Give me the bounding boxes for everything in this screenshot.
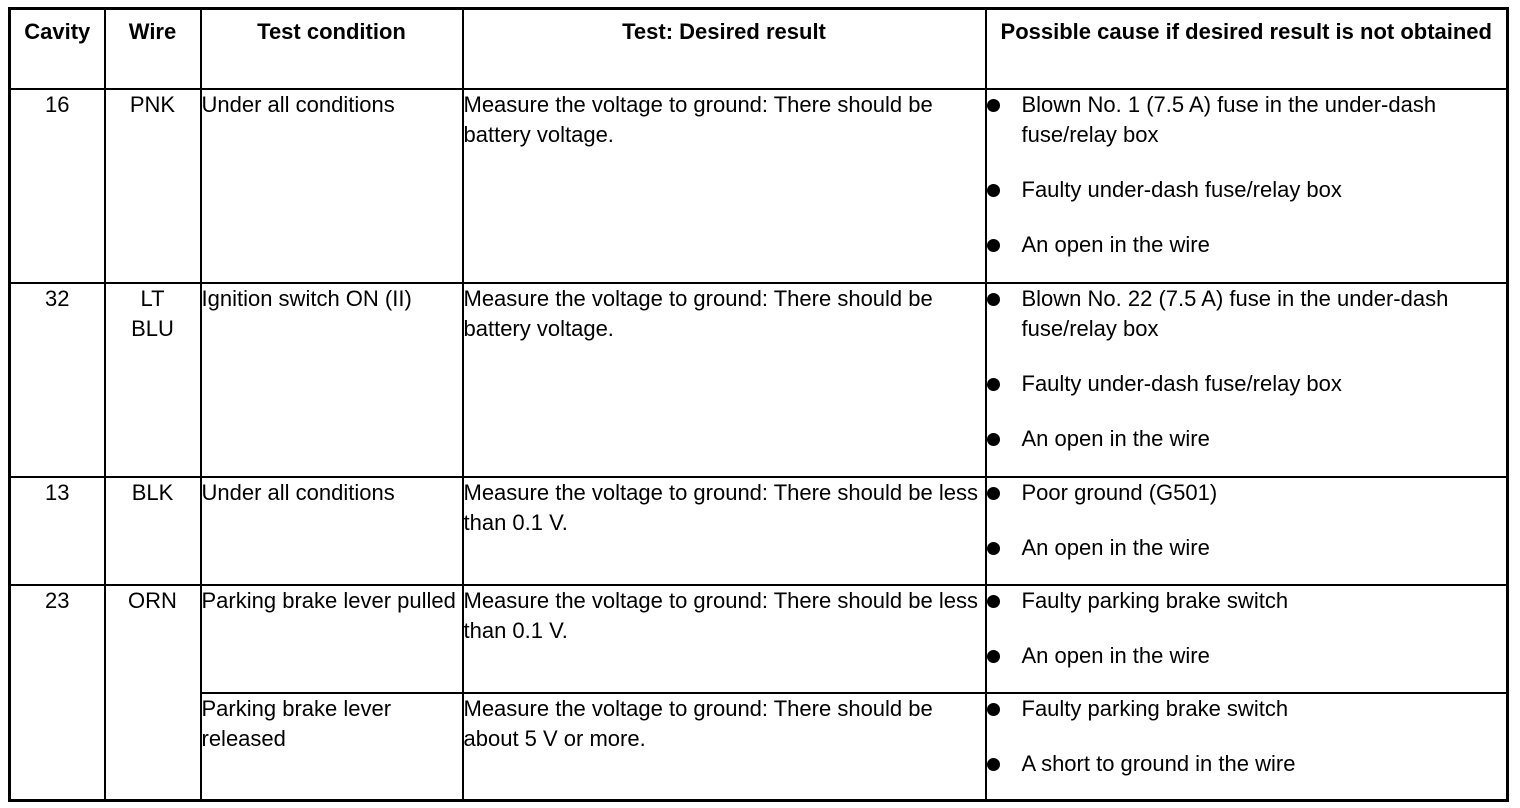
header-desired-result: Test: Desired result (463, 9, 986, 89)
cause-text: Blown No. 22 (7.5 A) fuse in the under-dash fuse/relay box (1021, 285, 1449, 341)
test-condition-cell: Under all conditions (201, 477, 463, 585)
bullet-icon (987, 650, 1000, 663)
header-row (10, 9, 1508, 89)
desired-result-cell: Measure the voltage to ground: There should be battery voltage. (463, 89, 986, 283)
table-row (10, 693, 1508, 801)
possible-cause-cell (986, 693, 1508, 801)
cause-text: Faulty parking brake switch (1021, 695, 1289, 721)
cavity-cell: 23 (10, 585, 105, 801)
cause-item (987, 749, 1507, 779)
table-row (10, 283, 1508, 477)
cavity-cell: 13 (10, 477, 105, 585)
cause-item (987, 90, 1507, 150)
possible-cause-cell (986, 585, 1508, 693)
cause-text: An open in the wire (1021, 425, 1210, 451)
cavity-cell: 32 (10, 283, 105, 477)
wire-cell: PNK (105, 89, 201, 283)
cause-item (987, 369, 1507, 399)
possible-cause-cell (986, 477, 1508, 585)
cause-text: Faulty under-dash fuse/relay box (1021, 176, 1342, 202)
cause-text: Blown No. 1 (7.5 A) fuse in the under-dash fuse/relay box (1021, 91, 1437, 147)
bullet-icon (987, 542, 1000, 555)
cause-item (987, 694, 1507, 724)
bullet-icon (987, 433, 1000, 446)
cause-item (987, 478, 1507, 508)
cause-list (987, 284, 1507, 454)
table-row (10, 477, 1508, 585)
wire-cell: LT BLU (105, 283, 201, 477)
cause-item (987, 586, 1507, 616)
cause-text: An open in the wire (1021, 231, 1210, 257)
header-cavity: Cavity (10, 9, 105, 89)
cause-item (987, 175, 1507, 205)
cause-list (987, 694, 1507, 779)
possible-cause-cell (986, 89, 1508, 283)
bullet-icon (987, 487, 1000, 500)
wire-cell: ORN (105, 585, 201, 801)
cause-text: An open in the wire (1021, 642, 1210, 668)
bullet-icon (987, 184, 1000, 197)
bullet-icon (987, 595, 1000, 608)
bullet-icon (987, 378, 1000, 391)
cause-text: Poor ground (G501) (1021, 479, 1218, 505)
cause-item (987, 230, 1507, 260)
cause-text: Faulty under-dash fuse/relay box (1021, 370, 1342, 396)
possible-cause-cell (986, 283, 1508, 477)
table-row (10, 89, 1508, 283)
desired-result-cell: Measure the voltage to ground: There should be less than 0.1 V. (463, 585, 986, 693)
cavity-cell: 16 (10, 89, 105, 283)
cause-text: A short to ground in the wire (1021, 750, 1296, 776)
wire-cell: BLK (105, 477, 201, 585)
desired-result-cell: Measure the voltage to ground: There should be less than 0.1 V. (463, 477, 986, 585)
desired-result-cell: Measure the voltage to ground: There should be battery voltage. (463, 283, 986, 477)
bullet-icon (987, 703, 1000, 716)
test-condition-cell: Parking brake lever released (201, 693, 463, 801)
cause-list (987, 586, 1507, 671)
test-condition-cell: Under all conditions (201, 89, 463, 283)
cause-item (987, 533, 1507, 563)
connector-test-table (8, 7, 1509, 802)
cause-text: An open in the wire (1021, 534, 1210, 560)
bullet-icon (987, 293, 1000, 306)
test-condition-cell: Ignition switch ON (II) (201, 283, 463, 477)
cause-item (987, 424, 1507, 454)
cause-text: Faulty parking brake switch (1021, 587, 1289, 613)
desired-result-cell: Measure the voltage to ground: There should be about 5 V or more. (463, 693, 986, 801)
cause-item (987, 641, 1507, 671)
header-test-condition: Test condition (201, 9, 463, 89)
cause-list (987, 90, 1507, 260)
header-wire: Wire (105, 9, 201, 89)
bullet-icon (987, 99, 1000, 112)
test-condition-cell: Parking brake lever pulled (201, 585, 463, 693)
table-row (10, 585, 1508, 693)
bullet-icon (987, 239, 1000, 252)
cause-item (987, 284, 1507, 344)
cause-list (987, 478, 1507, 563)
header-possible-cause: Possible cause if desired result is not obtained (986, 9, 1508, 89)
bullet-icon (987, 758, 1000, 771)
